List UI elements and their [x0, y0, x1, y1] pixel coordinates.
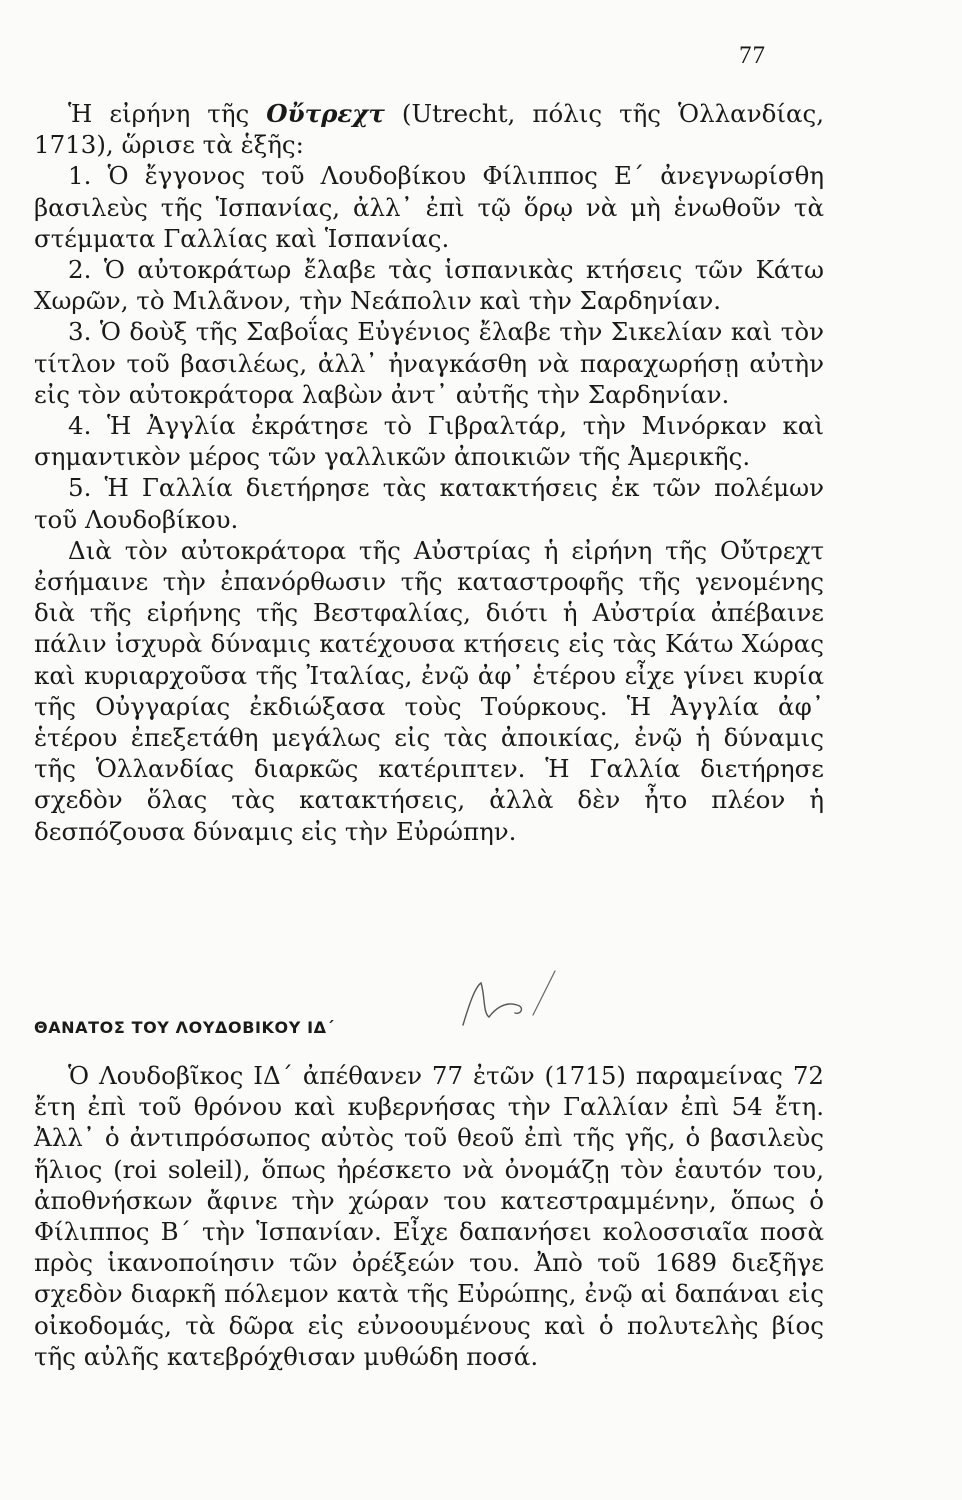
death-section	[34, 1060, 824, 1372]
intro-text-end: (Utrecht, πόλις τῆς Ὁλλανδίας, 1713), ὥρισε τὰ ἑξῆς:	[34, 99, 824, 160]
section-heading: ΘΑΝΑΤΟΣ ΤΟΥ ΛΟΥΔΟΒΙΚΟΥ ΙΔ΄	[34, 1018, 335, 1037]
utrecht-emphasis: Οὔτρεχτ	[266, 99, 385, 128]
death-paragraph: Ὁ Λουδοβῖκος ΙΔ΄ ἀπέθανεν 77 ἐτῶν (1715) παραμείνας 72 ἔτη ἐπὶ τοῦ θρόνου καὶ κυβερνήσας τὴν Γαλλίαν ἐπὶ 54 ἔτη. Ἀλλ᾽ ὁ ἀντιπρόσωπος αὐτὸς τοῦ θεοῦ ἐπὶ τῆς γῆς, ὁ βασιλεὺς ἥλιος (roi soleil), ὅπως ἠρέσκετο νὰ ὀνομάζῃ τὸν ἑαυτόν του, ἀποθνήσκων ἄφινε τὴν χώραν του κατεστραμμένην, ὅπως ὁ Φίλιππος Β΄ τὴν Ἱσπανίαν. Εἶχε δαπανήσει κολοσσιαῖα ποσὰ πρὸς ἱκανοποίησιν τῶν ὀρέξεών του. Ἀπὸ τοῦ 1689 διεξῆγε σχεδὸν διαρκῆ πόλεμον κατὰ τῆς Εὐρώπης, ἐνῷ αἱ δαπάναι εἰς οἰκοδομάς, τὰ δῶρα εἰς εὐνοουμένους καὶ ὁ πολυτελὴς βίος τῆς αὐλῆς κατεβρόχθισαν μυθώδη ποσά.	[34, 1061, 824, 1371]
closing-paragraph: Διὰ τὸν αὐτοκράτορα τῆς Αὐστρίας ἡ εἰρήνη τῆς Οὔτρεχτ ἐσήμαινε τὴν ἐπανόρθωσιν τῆς καταστροφῆς τῆς γενομένης διὰ τῆς εἰρήνης τῆς Βεστφαλίας, διότι ἡ Αὐστρία ἀπέβαινε πάλιν ἰσχυρὰ δύναμις κατέχουσα κτήσεις εἰς τὰς Κάτω Χώρας καὶ κυριαρχοῦσα τῆς Ἰταλίας, ἐνῷ ἀφ᾽ ἑτέρου εἶχε γίνει κυρία τῆς Οὐγγαρίας ἐκδιώξασα τοὺς Τούρκους. Ἡ Ἀγγλία ἀφ᾽ ἑτέρου ἐπεξετάθη μεγάλως εἰς τὰς ἀποικίας, ἐνῷ ἡ δύναμις τῆς Ὁλλανδίας διαρκῶς κατέριπτεν. Ἡ Γαλλία διετήρησε σχεδὸν ὅλας τὰς κατακτήσεις, ἀλλὰ δὲν ἦτο πλέον ἡ δεσπόζουσα δύναμις εἰς τὴν Εὐρώπην.	[34, 535, 824, 846]
list-item: 3. Ὁ δοὺξ τῆς Σαβοΐας Εὐγένιος ἔλαβε τὴν Σικελίαν καὶ τὸν τίτλον τοῦ βασιλέως, ἀλλ᾽ ἠναγκάσθη νὰ παραχωρήσῃ αὐτὴν εἰς τὸν αὐτοκράτορα λαβὼν ἀντ᾽ αὐτῆς τὴν Σαρδηνίαν.	[34, 317, 824, 409]
list-item: 5. Ἡ Γαλλία διετήρησε τὰς κατακτήσεις ἐκ τῶν πολέμων τοῦ Λουδοβίκου.	[34, 473, 824, 534]
treaty-section	[34, 98, 824, 847]
handwritten-mark	[455, 965, 565, 1035]
list-item: 1. Ὁ ἔγγονος τοῦ Λουδοβίκου Φίλιππος Ε΄ ἀνεγνωρίσθη βασιλεὺς τῆς Ἱσπανίας, ἀλλ᾽ ἐπὶ τῷ ὅρῳ νὰ μὴ ἑνωθοῦν τὰ στέμματα Γαλλίας καὶ Ἱσπανίας.	[34, 161, 824, 253]
list-item: 2. Ὁ αὐτοκράτωρ ἔλαβε τὰς ἱσπανικὰς κτήσεις τῶν Κάτω Χωρῶν, τὸ Μιλᾶνον, τὴν Νεάπολιν καὶ τὴν Σαρδηνίαν.	[34, 255, 824, 316]
intro-text-start: Ἡ εἰρήνη τῆς	[68, 99, 267, 128]
page-number: 77	[739, 42, 766, 69]
intro-paragraph	[34, 98, 824, 160]
list-item: 4. Ἡ Ἀγγλία ἐκράτησε τὸ Γιβραλτάρ, τὴν Μινόρκαν καὶ σημαντικὸν μέρος τῶν γαλλικῶν ἀποικιῶν τῆς Ἀμερικῆς.	[34, 411, 824, 472]
